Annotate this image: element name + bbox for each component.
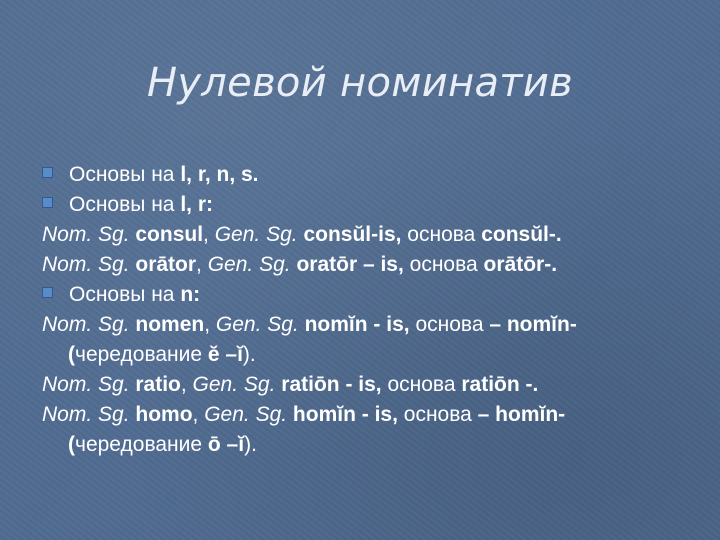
separator: ,	[203, 223, 215, 246]
gen-sg-label: Gen. Sg.	[214, 223, 298, 246]
bullet-line-2	[42, 190, 702, 220]
stem-label: основа	[381, 373, 462, 396]
stem-label: основа	[403, 253, 484, 276]
text-bold: l, r, n, s.	[180, 163, 259, 186]
square-bullet-icon	[42, 167, 53, 178]
stem-label: основа	[409, 313, 490, 336]
square-bullet-icon	[42, 197, 53, 208]
stem-label: основа	[397, 403, 478, 426]
nom-sg-label: Nom. Sg.	[42, 313, 130, 336]
slide-title: Нулевой номинатив	[146, 60, 574, 106]
text-bold: n:	[180, 283, 201, 306]
stem-label: основа	[401, 223, 482, 246]
bullet-line-1	[42, 160, 702, 190]
example-line-ratio	[42, 370, 702, 400]
separator: ,	[180, 373, 193, 396]
alternation-label: чередование	[75, 433, 208, 456]
separator: ,	[204, 313, 216, 336]
gen-sg-label: Gen. Sg.	[192, 373, 276, 396]
stem-form: ratiōn -.	[461, 373, 539, 396]
gen-sg-label: Gen. Sg.	[204, 403, 288, 426]
gen-form: homĭn - is,	[287, 403, 398, 426]
gen-sg-label: Gen. Sg.	[215, 313, 299, 336]
separator: ,	[192, 403, 205, 426]
nom-sg-label: Nom. Sg.	[42, 403, 130, 426]
text-bold: l, r:	[180, 193, 213, 216]
nom-sg-label: Nom. Sg.	[42, 223, 130, 246]
gen-form: nomĭn - is,	[298, 313, 410, 336]
example-line-orator	[42, 250, 702, 280]
gen-form: oratōr – is,	[290, 253, 404, 276]
nom-form: nomen	[129, 313, 205, 336]
alternation-line-2	[42, 430, 702, 460]
alternation-vowels: ĕ –ĭ	[207, 343, 243, 366]
paren-open: (	[68, 433, 75, 456]
separator: ,	[196, 253, 208, 276]
nom-form: homo	[129, 403, 193, 426]
paren-close: ).	[244, 433, 257, 456]
nom-sg-label: Nom. Sg.	[42, 253, 130, 276]
example-line-consul	[42, 220, 702, 250]
alternation-vowels: ō –ĭ	[207, 433, 245, 456]
nom-form: ratio	[129, 373, 181, 396]
text: Основы на	[69, 193, 181, 216]
nom-form: orātor	[129, 253, 197, 276]
paren-open: (	[68, 343, 75, 366]
nom-form: consul	[129, 223, 204, 246]
gen-sg-label: Gen. Sg.	[207, 253, 291, 276]
stem-form: – homĭn-	[477, 403, 566, 426]
alternation-label: чередование	[75, 343, 208, 366]
text: Основы на	[69, 283, 181, 306]
nom-sg-label: Nom. Sg.	[42, 373, 130, 396]
stem-form: consŭl-.	[481, 223, 562, 246]
gen-form: ratiōn - is,	[275, 373, 382, 396]
paren-close: ).	[242, 343, 256, 366]
alternation-line-1	[42, 340, 702, 370]
example-line-nomen	[42, 310, 702, 340]
slide-body	[42, 160, 702, 460]
square-bullet-icon	[42, 287, 53, 298]
stem-form: orātōr-.	[483, 253, 558, 276]
stem-form: – nomĭn-	[489, 313, 577, 336]
bullet-line-3	[42, 280, 702, 310]
example-line-homo	[42, 400, 702, 430]
text: Основы на	[69, 163, 181, 186]
gen-form: consŭl-is,	[297, 223, 402, 246]
